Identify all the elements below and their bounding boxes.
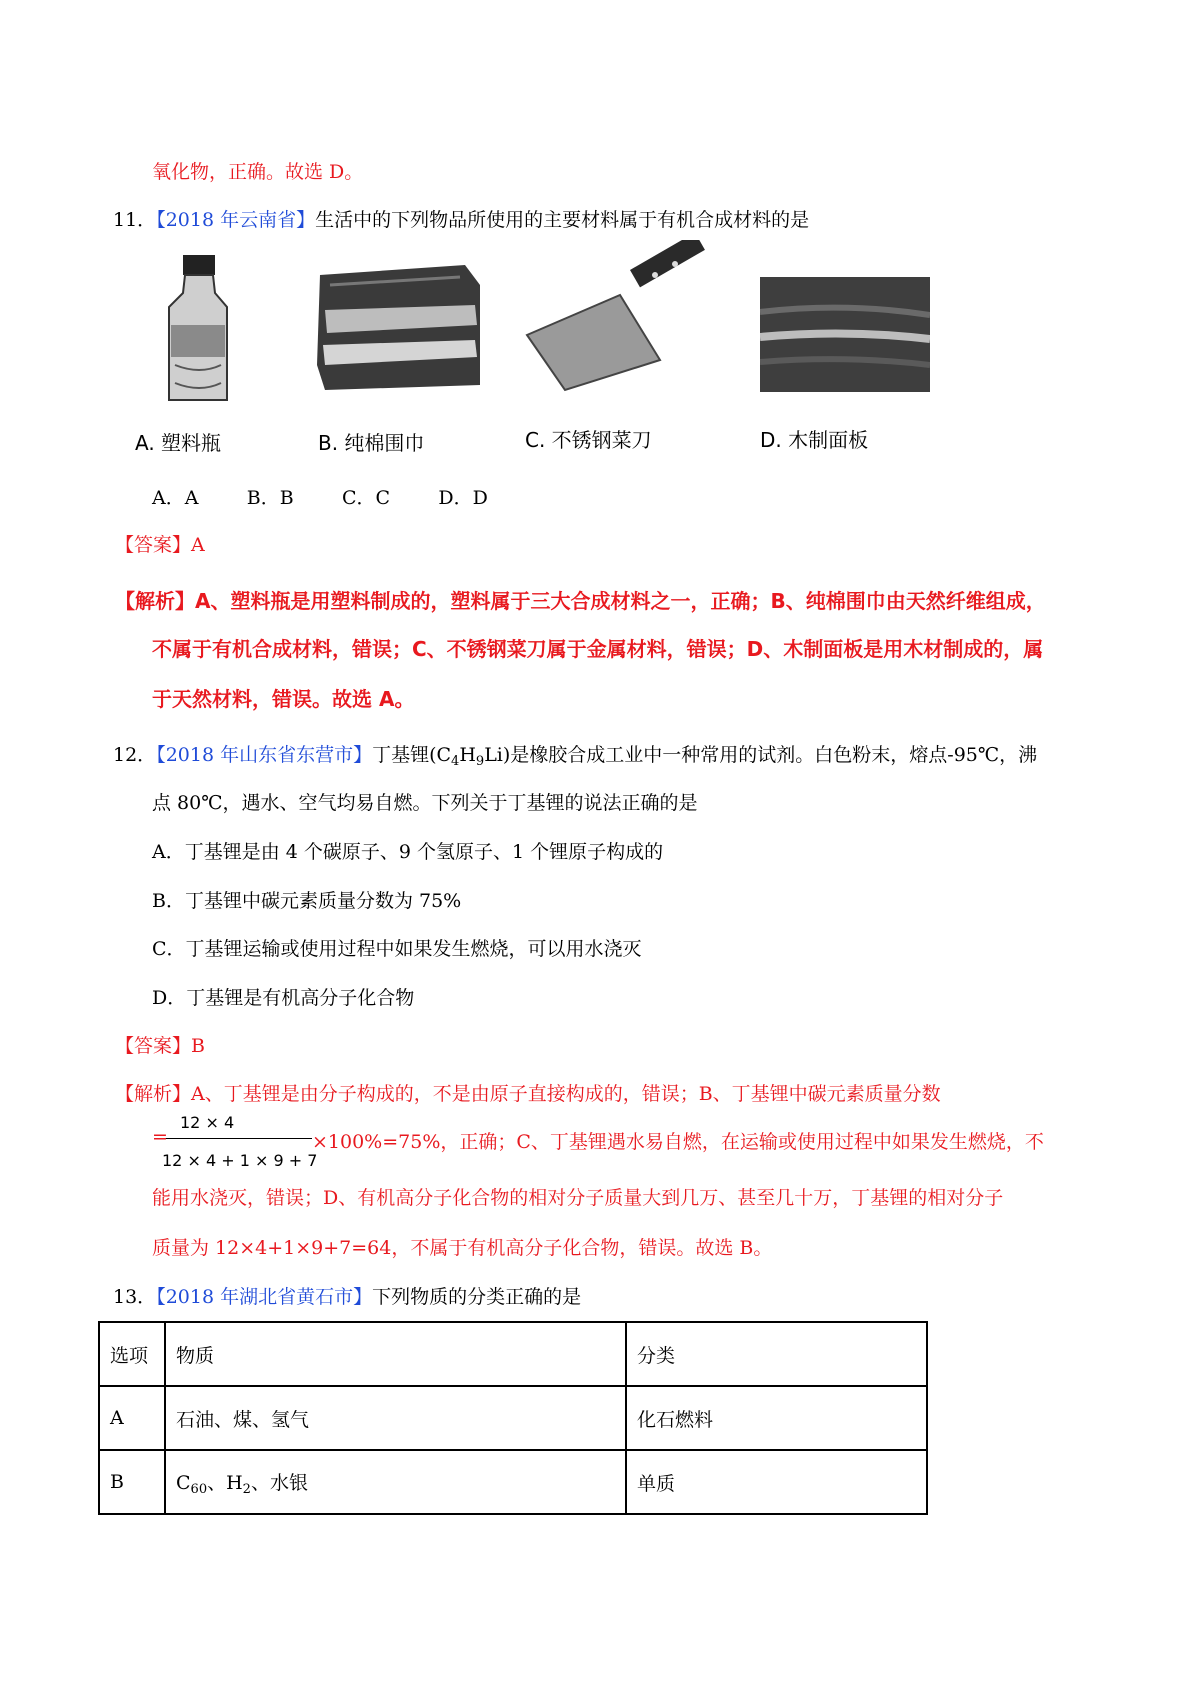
q12-option-a: A．丁基锂是由 4 个碳原子、9 个氢原子、1 个锂原子构成的 <box>152 841 664 863</box>
header-category: 分类 <box>626 1322 927 1386</box>
formula-part: 、H <box>207 1471 243 1494</box>
fraction-equals: = <box>152 1126 168 1148</box>
row-b-substance <box>165 1450 626 1514</box>
q11-analysis-line-3: 于天然材料，错误。故选 A。 <box>152 687 415 711</box>
q11-source: 【2018 年云南省】 <box>156 209 316 231</box>
q11-stem <box>113 205 809 232</box>
formula-subscript: 60 <box>190 1481 208 1497</box>
folded-scarf-icon <box>315 255 485 395</box>
header-option: 选项 <box>99 1322 165 1386</box>
wooden-board-icon <box>760 277 930 392</box>
q12-option-c: C．丁基锂运输或使用过程中如果发生燃烧，可以用水浇灭 <box>152 938 642 960</box>
q13-source: 【2018 年湖北省黄石市】 <box>156 1286 373 1308</box>
q12-option-d: D．丁基锂是有机高分子化合物 <box>152 987 415 1009</box>
q12-formula-part: 丁基锂(C <box>372 744 452 766</box>
q12-analysis-line-1: 【解析】A、丁基锂是由分子构成的，不是由原子直接构成的，错误；B、丁基锂中碳元素质量分数 <box>115 1083 941 1105</box>
q13-number: 13． <box>113 1286 157 1308</box>
q12-answer: 【答案】B <box>115 1035 205 1057</box>
fraction-numerator: 12 × 4 <box>180 1113 235 1132</box>
table-row <box>99 1450 927 1514</box>
q12-stem-line-1 <box>113 740 1037 769</box>
row-a-option: A <box>99 1386 165 1450</box>
picture-label-b: B. 纯棉围巾 <box>318 431 425 455</box>
fraction-bar <box>165 1138 312 1139</box>
picture-label-a: A. 塑料瓶 <box>135 431 222 455</box>
row-a-category: 化石燃料 <box>626 1386 927 1450</box>
row-b-category: 单质 <box>626 1450 927 1514</box>
formula-part: 、水银 <box>250 1471 308 1494</box>
q13-text: 下列物质的分类正确的是 <box>372 1286 582 1308</box>
q12-analysis-line-2: ×100%=75%，正确；C、丁基锂遇水易自燃，在运输或使用过程中如果发生燃烧，不 <box>312 1131 1044 1153</box>
q12-formula-part: Li)是橡胶合成工业中一种常用的试剂。白色粉末，熔点-95℃，沸 <box>484 744 1038 766</box>
fraction-denominator: 12 × 4 + 1 × 9 + 7 <box>162 1151 318 1170</box>
plastic-bottle-icon <box>155 255 245 405</box>
picture-label-d: D. 木制面板 <box>760 428 869 452</box>
row-b-option: B <box>99 1450 165 1514</box>
q10-analysis-tail: 氧化物，正确。故选 D。 <box>152 161 364 183</box>
classification-table <box>98 1321 928 1515</box>
row-a-substance: 石油、煤、氢气 <box>165 1386 626 1450</box>
q12-subscript: 9 <box>475 754 485 769</box>
q12-stem-line-2: 点 80℃，遇水、空气均易自燃。下列关于丁基锂的说法正确的是 <box>152 792 698 814</box>
header-substance: 物质 <box>165 1322 626 1386</box>
q11-analysis-line-1: 【解析】A、塑料瓶是用塑料制成的，塑料属于三大合成材料之一，正确；B、纯棉围巾由天然纤维组成， <box>115 589 1046 613</box>
q12-formula-part: H <box>459 744 476 766</box>
q12-analysis-line-4: 质量为 12×4+1×9+7=64，不属于有机高分子化合物，错误。故选 B。 <box>152 1237 773 1259</box>
q12-analysis-line-3: 能用水浇灭，错误；D、有机高分子化合物的相对分子质量大到几万、甚至几十万，丁基锂的相对分子 <box>152 1187 1004 1209</box>
formula-part: C <box>176 1471 191 1494</box>
picture-label-c: C. 不锈钢菜刀 <box>525 428 652 452</box>
q12-option-b: B．丁基锂中碳元素质量分数为 75% <box>152 890 462 912</box>
q11-text: 生活中的下列物品所使用的主要材料属于有机合成材料的是 <box>315 209 810 231</box>
table-header-row <box>99 1322 927 1386</box>
q11-number: 11． <box>113 209 157 231</box>
q11-answer: 【答案】A <box>115 534 205 556</box>
cleaver-knife-icon <box>525 240 715 400</box>
q11-analysis-line-2: 不属于有机合成材料，错误；C、不锈钢菜刀属于金属材料，错误；D、木制面板是用木材制成的，属 <box>152 637 1044 661</box>
q13-stem <box>113 1282 581 1309</box>
q11-options: A．A B．B C．C D．D <box>152 487 488 509</box>
q12-source: 【2018 年山东省东营市】 <box>156 744 373 766</box>
formula-subscript: 2 <box>242 1481 251 1497</box>
q12-number: 12． <box>113 744 157 766</box>
q12-subscript: 4 <box>451 754 460 769</box>
table-row <box>99 1386 927 1450</box>
